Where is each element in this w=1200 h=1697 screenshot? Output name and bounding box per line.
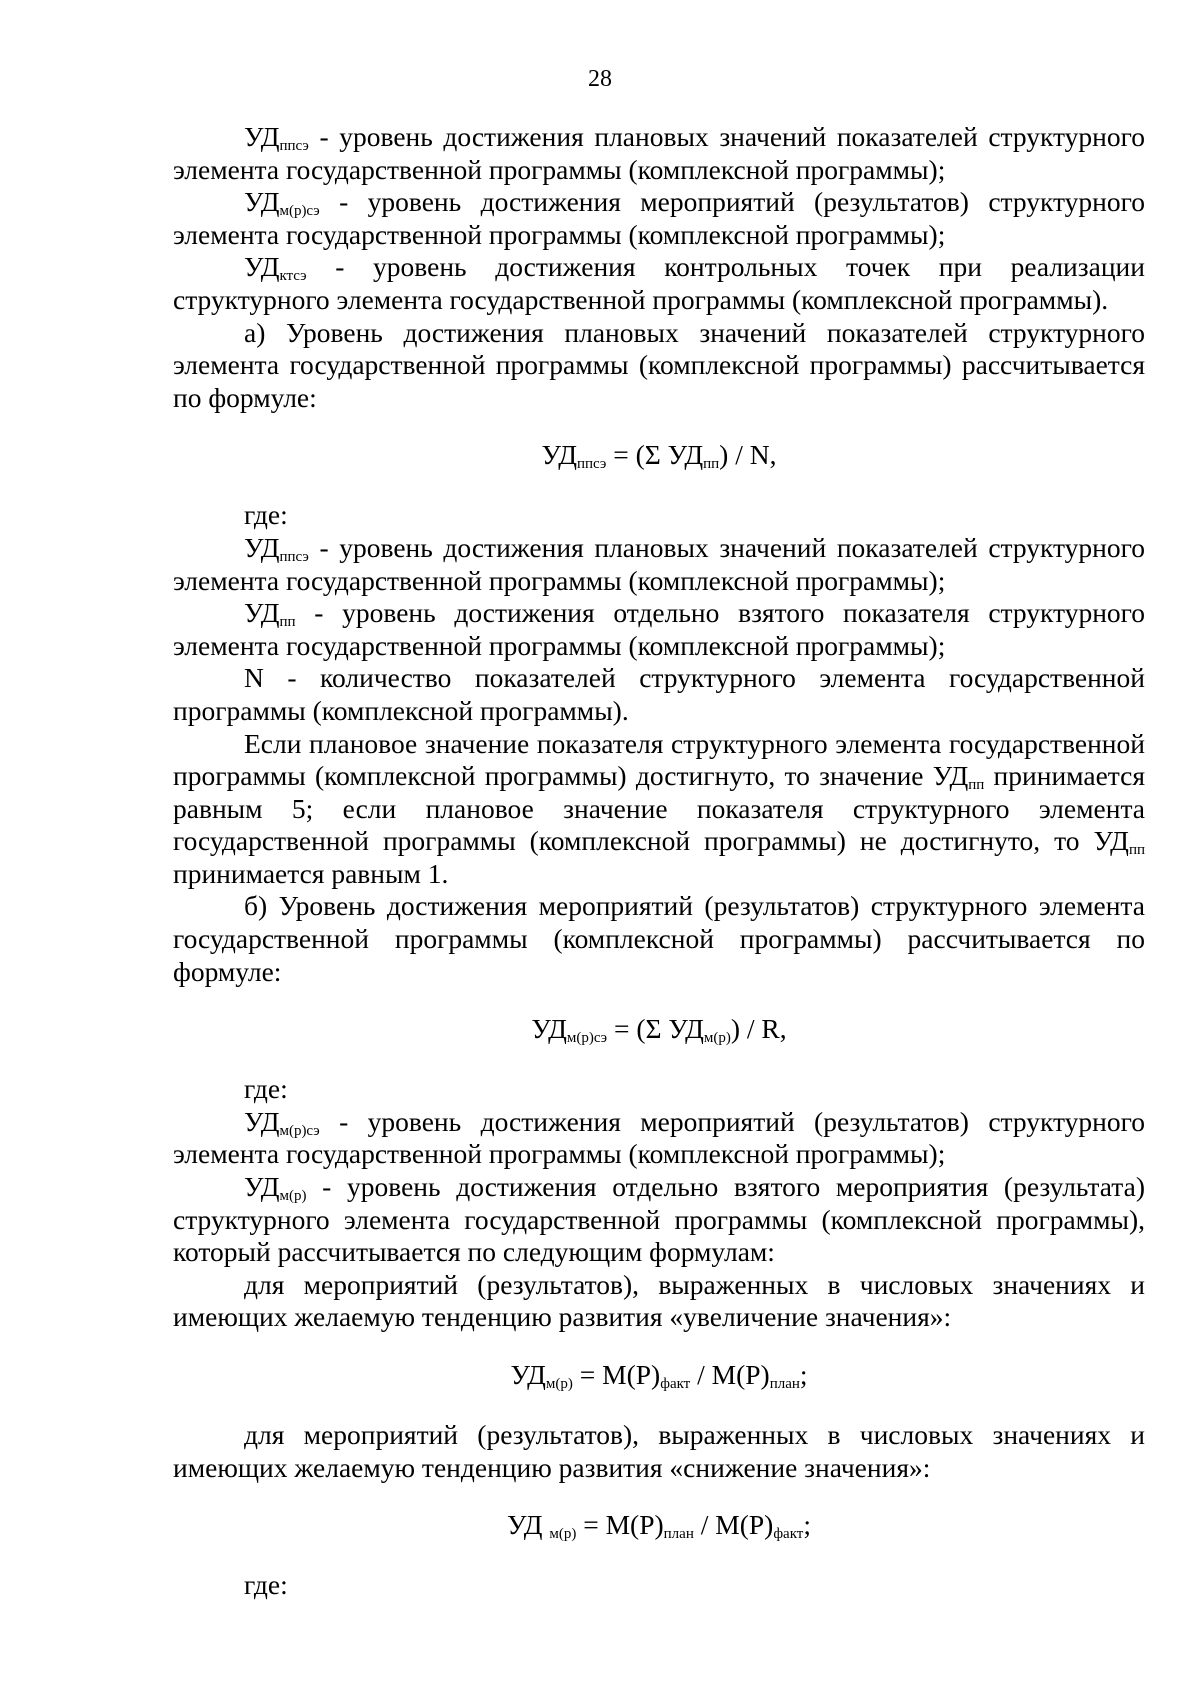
definition-text: - уровень достижения контрольных точек при реализации структурного элемента государственной программы (комплексной программы). — [173, 251, 1145, 315]
subscript: факт — [773, 1526, 804, 1543]
paragraph: а) Уровень достижения плановых значений показателей структурного элемента государственной программы (комплексной программы) рассчитывается по формуле: — [173, 316, 1145, 413]
text-run: / М(Р) — [690, 1359, 770, 1390]
text-run: ; — [799, 1359, 808, 1390]
text-run: УД — [541, 439, 577, 471]
subscript: пп — [968, 777, 985, 794]
formula — [173, 439, 1145, 471]
definition-paragraph — [173, 1106, 1145, 1171]
subscript: пп — [279, 614, 296, 631]
definition-paragraph — [173, 597, 1145, 662]
text-run: УД — [531, 1013, 567, 1045]
document-body — [173, 121, 1145, 1602]
subscript: м(р) — [703, 1030, 731, 1047]
text-run: принимается равным 5; если плановое значение показателя структурного элемента государственной программы (комплексной программы) не достигнуто, то УД — [173, 760, 1146, 857]
formula — [173, 1013, 1145, 1045]
subscript: ктсэ — [279, 268, 307, 285]
text-run: принимается равным 1. — [173, 857, 449, 889]
subscript: факт — [660, 1376, 691, 1392]
formula — [173, 1509, 1145, 1541]
symbol: УД — [244, 186, 280, 218]
page-number: 28 — [588, 66, 612, 92]
subscript: пп — [1128, 842, 1145, 859]
symbol: УД — [244, 597, 280, 629]
subscript: ппсэ — [577, 456, 607, 473]
paragraph: б) Уровень достижения мероприятий (результатов) структурного элемента государственной программы (комплексной программы) рассчитывается по формуле: — [173, 890, 1145, 987]
definition-text: - уровень достижения мероприятий (результатов) структурного элемента государственной программы (комплексной программы); — [173, 186, 1145, 250]
symbol: N — [244, 662, 264, 694]
subscript: м(р) — [549, 1526, 577, 1543]
subscript: план — [663, 1526, 694, 1543]
definition-paragraph — [173, 532, 1145, 597]
text-run: = (Σ УД — [606, 439, 704, 471]
definition-text: - уровень достижения плановых значений показателей структурного элемента государственной программы (комплексной программы); — [173, 121, 1145, 185]
definition-text: - уровень достижения плановых значений показателей структурного элемента государственной программы (комплексной программы); — [173, 531, 1145, 596]
definition-text: - количество показателей структурного элемента государственной программы (комплексной программы). — [173, 662, 1145, 726]
definition-text: - уровень достижения отдельно взятого мероприятия (результата) структурного элемента государственной программы (комплексной программы), который рассчитывается по следующим формулам: — [173, 1171, 1145, 1268]
subscript: м(р) — [279, 1188, 307, 1205]
subscript: ппсэ — [279, 548, 309, 565]
paragraph — [173, 728, 1145, 891]
text-run: ) / R, — [730, 1013, 787, 1045]
definition-text: - уровень достижения отдельно взятого показателя структурного элемента государственной программы (комплексной программы); — [173, 597, 1145, 661]
text-run: ) / N, — [719, 439, 777, 471]
symbol: УД — [244, 1105, 280, 1137]
formula — [173, 1359, 1145, 1391]
definition-paragraph — [173, 1171, 1145, 1269]
symbol: УД — [244, 1171, 280, 1203]
symbol: УД — [244, 121, 280, 152]
text-run: УД — [510, 1359, 546, 1390]
where-label: где: — [244, 1569, 288, 1601]
definition-paragraph — [173, 251, 1145, 316]
subscript: план — [769, 1376, 800, 1392]
paragraph: для мероприятий (результатов), выраженных в числовых значениях и имеющих желаемую тенденцию развития «снижение значения»: — [173, 1419, 1145, 1483]
text-run: = М(Р) — [576, 1509, 664, 1541]
text-run: / М(Р) — [693, 1509, 774, 1541]
text-run: = (Σ УД — [607, 1013, 704, 1045]
definition-paragraph — [173, 121, 1145, 186]
definition-paragraph — [173, 186, 1145, 251]
subscript: м(р)сэ — [279, 203, 320, 220]
paragraph: для мероприятий (результатов), выраженных в числовых значениях и имеющих желаемую тенденцию развития «увеличение значения»: — [173, 1268, 1145, 1333]
text-run: Если плановое значение показателя структурного элемента государственной программы (комплексной программы) достигнуто, то значение УД — [173, 727, 1145, 792]
where-label: где: — [244, 499, 288, 531]
symbol: УД — [244, 531, 280, 563]
subscript: пп — [703, 456, 720, 473]
text-run: ; — [803, 1509, 811, 1541]
symbol: УД — [244, 251, 280, 283]
subscript: м(р) — [545, 1376, 573, 1392]
definition-paragraph — [173, 662, 1145, 727]
text-run: УД — [507, 1509, 550, 1541]
subscript: м(р)сэ — [279, 1122, 320, 1139]
definition-text: - уровень достижения мероприятий (результатов) структурного элемента государственной программы (комплексной программы); — [173, 1105, 1145, 1170]
where-label: где: — [244, 1073, 288, 1105]
text-run: = М(Р) — [572, 1359, 661, 1390]
subscript: ппсэ — [279, 138, 309, 154]
subscript: м(р)сэ — [566, 1030, 608, 1047]
